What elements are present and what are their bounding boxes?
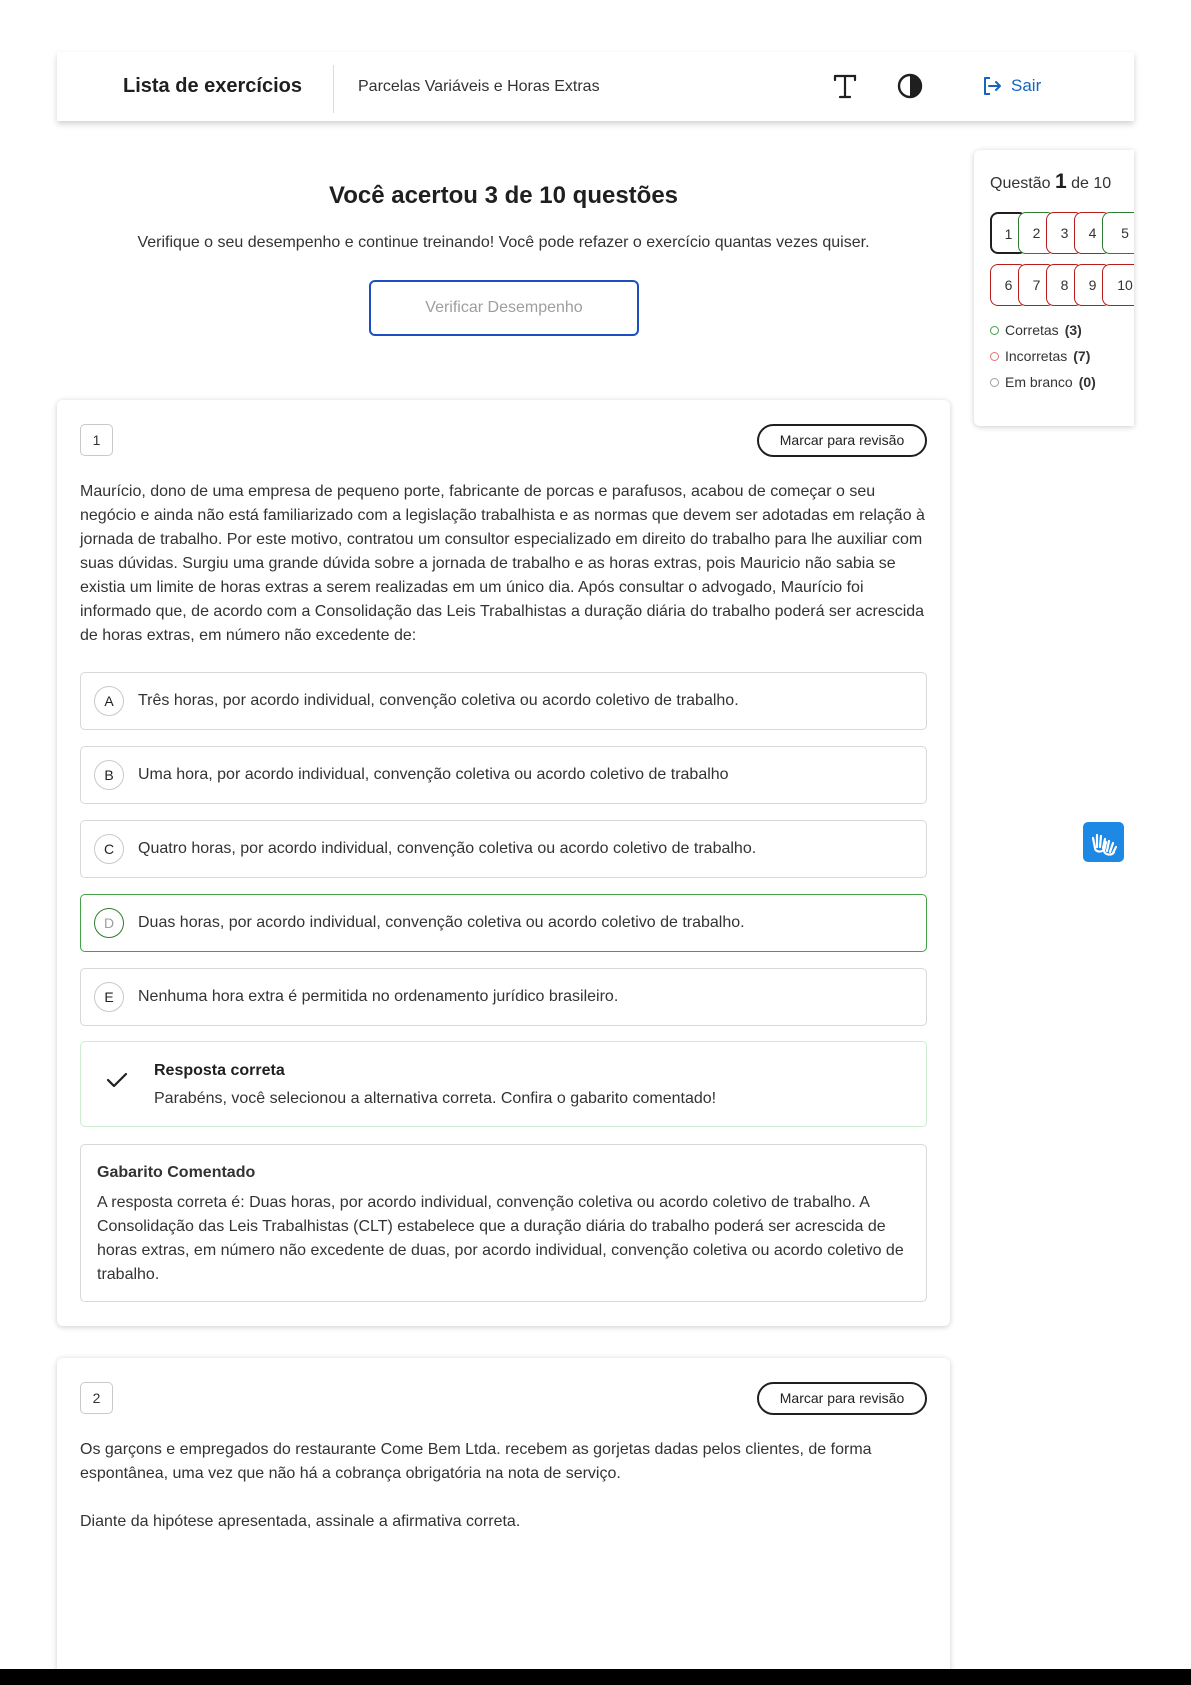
question-card-2	[57, 1358, 950, 1685]
exercise-subject: Parcelas Variáveis e Horas Extras	[358, 78, 600, 95]
option-e[interactable]	[80, 968, 927, 1026]
mark-for-review-button[interactable]: Marcar para revisão	[757, 424, 927, 457]
option-text: Nenhuma hora extra é permitida no ordenamento jurídico brasileiro.	[138, 988, 619, 1005]
option-d[interactable]	[80, 894, 927, 952]
text-size-icon[interactable]	[830, 70, 860, 102]
question-button-2[interactable]: 2	[1018, 212, 1055, 254]
answer-key-box	[80, 1144, 927, 1302]
question-instruction: Diante da hipótese apresentada, assinale a afirmativa correta.	[80, 1513, 521, 1530]
answer-key-text: A resposta correta é: Duas horas, por acordo individual, convenção coletiva ou acordo coletivo de trabalho. A Consolidação das Leis Trabalhistas (CLT) estabelece que a duração diária do trabalho poderá ser acrescida de horas extras, em número não excedente de duas, por acordo individual, convenção coletiva ou acordo coletivo de trabalho.	[97, 1194, 904, 1283]
question-card-1	[57, 400, 950, 1326]
legend-blank: Em branco (0)	[990, 374, 1096, 390]
legend-correct: Corretas (3)	[990, 322, 1082, 338]
logout-icon	[981, 75, 1003, 97]
answer-feedback	[80, 1041, 927, 1127]
check-performance-button[interactable]: Verificar Desempenho	[369, 280, 639, 336]
question-button-8[interactable]: 8	[1046, 264, 1083, 306]
option-text: Quatro horas, por acordo individual, convenção coletiva ou acordo coletivo de trabalho.	[138, 840, 757, 857]
question-button-1[interactable]: 1	[990, 212, 1027, 254]
blank-dot-icon	[990, 378, 999, 387]
check-icon	[105, 1068, 129, 1092]
app-title: Lista de exercícios	[123, 75, 302, 97]
question-button-5[interactable]: 5	[1102, 212, 1134, 254]
answer-key-title: Gabarito Comentado	[97, 1164, 256, 1181]
question-button-4[interactable]: 4	[1074, 212, 1111, 254]
option-b[interactable]	[80, 746, 927, 804]
result-title: Você acertou 3 de 10 questões	[328, 182, 679, 209]
option-text: Uma hora, por acordo individual, convenção coletiva ou acordo coletivo de trabalho	[138, 766, 729, 783]
question-button-10[interactable]: 10	[1102, 264, 1134, 306]
top-header	[57, 52, 1134, 121]
option-text: Três horas, por acordo individual, convenção coletiva ou acordo coletivo de trabalho.	[138, 692, 739, 709]
feedback-message: Parabéns, você selecionou a alternativa correta. Confira o gabarito comentado!	[154, 1090, 717, 1107]
question-navigator	[974, 150, 1134, 426]
question-text: Maurício, dono de uma empresa de pequeno porte, fabricante de porcas e parafusos, acabou de começar o seu negócio e ainda não está familiarizado com a legislação trabalhista e as normas que devem ser adotadas em relação à jornada de trabalho. Por este motivo, contratou um consultor especializado em direito do trabalho para lhe auxiliar com suas dúvidas. Surgiu uma grande dúvida sobre a jornada de trabalho e as horas extras, pois Mauricio não sabia se existia um limite de horas extras a serem realizadas em um único dia. Após consultar o advogado, Maurício foi informado que, de acordo com a Consolidação das Leis Trabalhistas a duração diária do trabalho poderá ser acrescida de horas extras, em número não excedente de:	[80, 483, 925, 644]
option-letter: A	[94, 686, 124, 716]
question-button-3[interactable]: 3	[1046, 212, 1083, 254]
logout-button[interactable]	[981, 72, 1041, 100]
mark-for-review-button[interactable]: Marcar para revisão	[757, 1382, 927, 1415]
question-text: Os garçons e empregados do restaurante Come Bem Ltda. recebem as gorjetas dadas pelos clientes, de forma espontânea, uma vez que não há a cobrança obrigatória na nota de serviço.	[80, 1441, 872, 1482]
legend-incorrect: Incorretas (7)	[990, 348, 1090, 364]
incorrect-dot-icon	[990, 352, 999, 361]
question-button-6[interactable]: 6	[990, 264, 1027, 306]
result-description: Verifique o seu desempenho e continue treinando! Você pode refazer o exercício quantas vezes quiser.	[137, 234, 870, 251]
feedback-title: Resposta correta	[154, 1062, 285, 1079]
logout-label: Sair	[1011, 76, 1042, 95]
option-letter: C	[94, 834, 124, 864]
sign-language-icon[interactable]	[1083, 822, 1124, 862]
contrast-icon[interactable]	[896, 72, 924, 100]
header-divider	[333, 65, 334, 113]
option-c[interactable]	[80, 820, 927, 878]
option-letter: D	[94, 908, 124, 938]
navigator-title: Questão 1 de 10	[990, 170, 1112, 193]
option-text: Duas horas, por acordo individual, convenção coletiva ou acordo coletivo de trabalho.	[138, 914, 745, 931]
correct-dot-icon	[990, 326, 999, 335]
question-number: 2	[80, 1382, 113, 1414]
question-button-9[interactable]: 9	[1074, 264, 1111, 306]
option-letter: E	[94, 982, 124, 1012]
bottom-bar	[0, 1669, 1191, 1685]
option-letter: B	[94, 760, 124, 790]
option-a[interactable]	[80, 672, 927, 730]
question-button-7[interactable]: 7	[1018, 264, 1055, 306]
question-number: 1	[80, 424, 113, 456]
